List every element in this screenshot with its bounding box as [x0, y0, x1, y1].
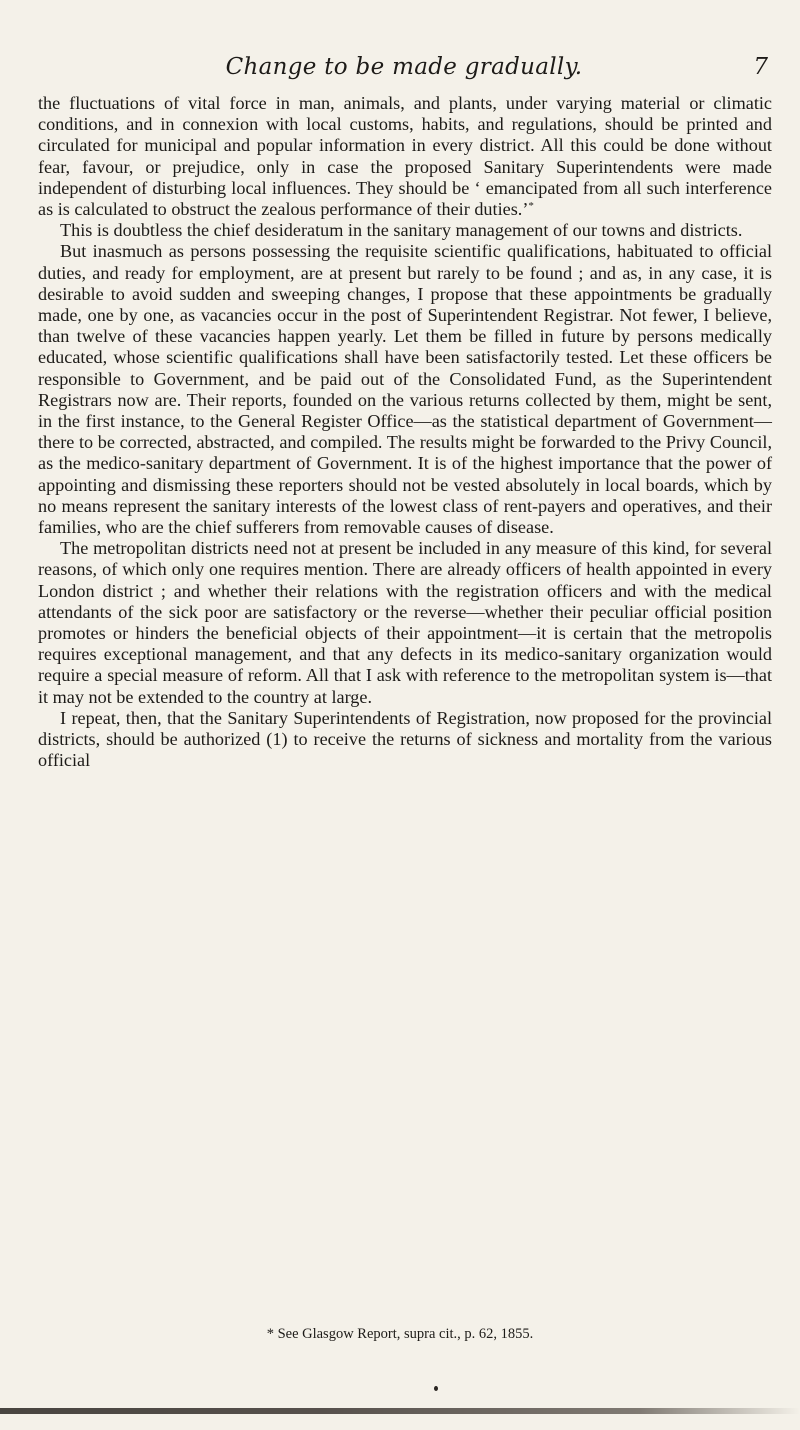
paragraph — [38, 220, 772, 241]
paragraph — [38, 708, 772, 772]
footnote: * See Glasgow Report, supra cit., p. 62, 1855. — [266, 1326, 534, 1342]
paragraph-text: This is doubtless the chief desideratum in the sanitary management of our towns and districts. — [60, 220, 743, 241]
paragraph-text: But inasmuch as persons possessing the requisite scientific qualifications, habituated to official duties, and ready for employment, are at present but rarely to be found ; and as, in any case, it is desirable to avoid sudden and sweeping changes, I propose that these appointments be gradually made, one by one, as vacancies occur in the post of Superintendent Registrar. Not fewer, I believe, than twelve of these vacancies happen yearly. Let them be filled in future by persons medically educated, whose scientific qualifications shall have been satisfactorily tested. Let these officers be responsible to Government, and be paid out of the Consolidated Fund, as the Superintendent Registrars now are. Their reports, founded on the various returns collected by them, might be sent, in the first instance, to the General Register Office—as the statistical department of Government—there to be corrected, abstracted, and compiled. The results might be forwarded to the Privy Council, as the medico-sanitary department of Government. It is of the highest importance that the power of appointing and dismissing these reporters should not be vested absolutely in local boards, which by no means represent the sanitary interests of the lowest class of rent-payers and operatives, and their families, who are the chief sufferers from removable causes of disease. — [38, 241, 772, 538]
ink-speck — [434, 1386, 438, 1391]
paragraph-text: the fluctuations of vital force in man, animals, and plants, under varying material or climatic conditions, and in connexion with local customs, habits, and regulations, should be printed and circulated for municipal and popular information in every district. All this could be done without fear, favour, or prejudice, only in case the proposed Sanitary Superintendents were made independent of disturbing local influences. They should be ‘ emancipated from all such interference as is calculated to obstruct the zealous performance of their duties.’ — [38, 93, 772, 220]
page-edge-rule — [0, 1408, 800, 1414]
paragraph-text: The metropolitan districts need not at present be included in any measure of this kind, for several reasons, of which only one requires mention. There are already officers of health appointed in every London district ; and whether their relations with the registration officers and with the medical attendants of the sick poor are satisfactory or the reverse—whether their peculiar official position promotes or hinders the beneficial objects of their appointment—it is certain that the metropolis requires exceptional management, and that any defects in its medico-sanitary organization would require a special measure of reform. All that I ask with reference to the metropolitan system is—that it may not be extended to the country at large. — [38, 538, 772, 707]
paragraph-text: I repeat, then, that the Sanitary Superintendents of Registration, now proposed for the provincial districts, should be authorized (1) to receive the returns of sickness and mortality from the various official — [38, 707, 772, 771]
footnote-marker: * — [528, 200, 534, 213]
body-text — [38, 93, 772, 772]
paragraph — [38, 538, 772, 708]
page-number: 7 — [753, 54, 768, 80]
paragraph — [38, 241, 772, 538]
running-head — [38, 48, 770, 88]
running-title: Change to be made gradually. — [225, 54, 583, 80]
paragraph-continued — [38, 93, 772, 220]
